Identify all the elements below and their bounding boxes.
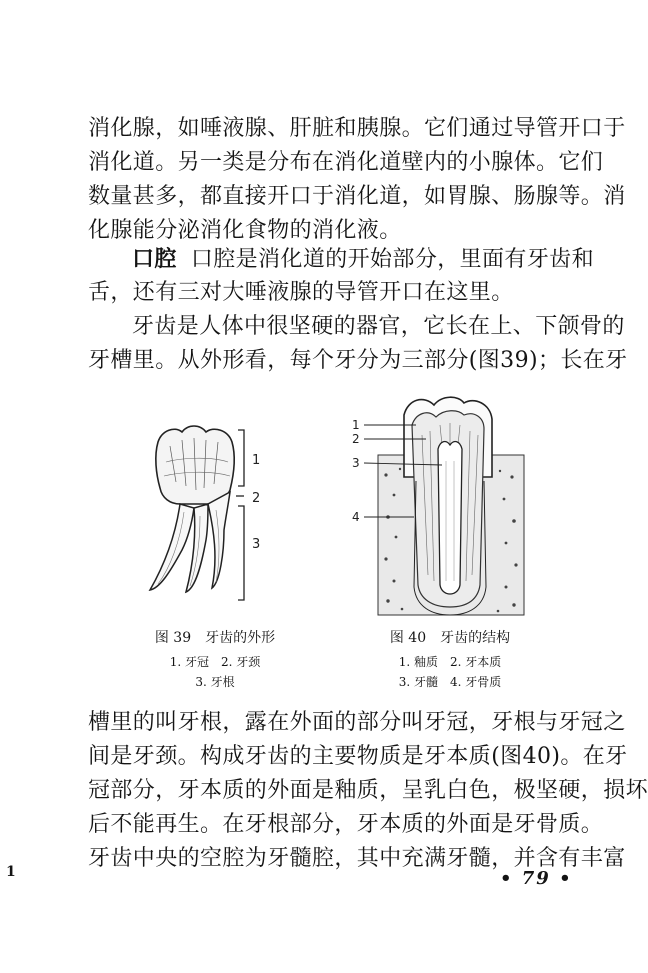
- text-line: 冠部分，牙本质的外面是釉质，呈乳白色，极坚硬，损坏: [88, 778, 648, 803]
- text-line: 消化道。另一类是分布在消化道壁内的小腺体。它们: [88, 150, 604, 175]
- text-line: 舌，还有三对大唾液腺的导管开口在这里。: [88, 280, 514, 305]
- label-dentin: 2: [352, 432, 360, 446]
- text-line: 牙齿中央的空腔为牙髓腔，其中充满牙髓，并含有丰富: [88, 846, 626, 871]
- label-crown: 1: [252, 453, 261, 468]
- paragraph-tooth-parts: [88, 706, 648, 876]
- text-line: 后不能再生。在牙根部分，牙本质的外面是牙骨质。: [88, 812, 604, 837]
- text-line: 数量甚多，都直接开口于消化道，如胃腺、肠腺等。消: [88, 184, 626, 209]
- figure-39-caption: [130, 628, 300, 692]
- tooth-exterior-illustration: [120, 412, 310, 612]
- caption-legend: 3. 牙髓 4. 牙骨质: [398, 675, 502, 689]
- paragraph-digestive-glands: [88, 112, 626, 248]
- caption-title: 图 40 牙齿的结构: [389, 630, 511, 646]
- text-line: [88, 242, 595, 276]
- text-line: 牙槽里。从外形看，每个牙分为三部分(图39)；长在牙: [88, 348, 628, 373]
- label-pulp: 3: [352, 456, 360, 470]
- caption-legend: 3. 牙根: [195, 675, 235, 689]
- text-line: 消化腺，如唾液腺、肝脏和胰腺。它们通过导管开口于: [88, 116, 626, 141]
- tooth-structure-illustration: [350, 385, 530, 625]
- label-cementum: 4: [352, 510, 360, 524]
- page-number: • 79 •: [500, 868, 573, 889]
- label-root: 3: [252, 537, 261, 552]
- figure-39-tooth-shape: [120, 412, 310, 612]
- figure-40-caption: [355, 628, 545, 692]
- text-line: 化腺能分泌消化食物的消化液。: [88, 218, 402, 243]
- paragraph-teeth-intro: [88, 310, 628, 378]
- text-line: 间是牙颈。构成牙齿的主要物质是牙本质(图40)。在牙: [88, 744, 628, 769]
- text-line: 牙齿是人体中很坚硬的器官，它长在上、下颌骨的: [132, 314, 625, 339]
- caption-legend: 1. 釉质 2. 牙本质: [398, 655, 502, 669]
- label-neck: 2: [252, 491, 261, 506]
- margin-mark: 1: [6, 864, 16, 880]
- caption-title: 图 39 牙齿的外形: [154, 630, 276, 646]
- text-line-body: 口腔是消化道的开始部分，里面有牙齿和: [190, 247, 595, 272]
- label-enamel: 1: [352, 418, 360, 432]
- figure-40-tooth-structure: [350, 385, 530, 625]
- section-term: 口腔: [132, 246, 177, 272]
- text-line: 槽里的叫牙根，露在外面的部分叫牙冠，牙根与牙冠之: [88, 710, 626, 735]
- caption-legend: 1. 牙冠 2. 牙颈: [169, 655, 261, 669]
- paragraph-oral-cavity: [88, 242, 595, 310]
